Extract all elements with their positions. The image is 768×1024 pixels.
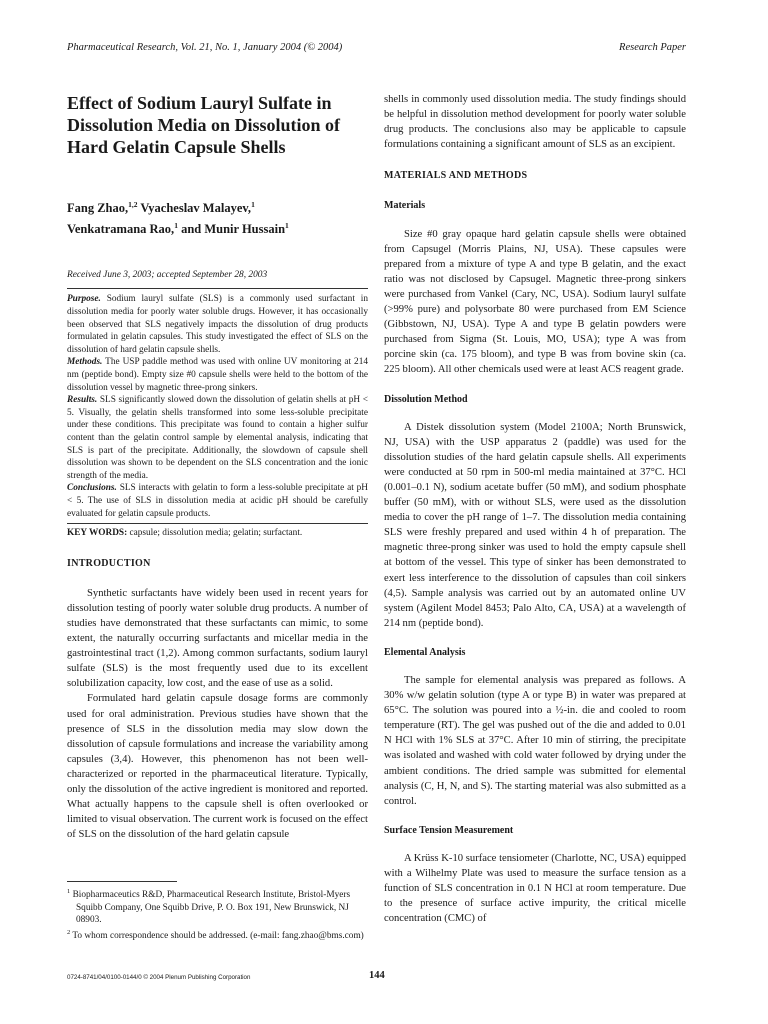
author-affiliation-mark: 1	[285, 221, 289, 231]
abstract-results: Results. SLS significantly slowed down the dissolution of gelatin shells at pH < 5. Visually, the gelatin shells transformed into some less-soluble precipitate under these conditions. This precipitate was found to contain a higher sulfur content than the gelatin control sample by elemental analysis, indicating that SLS is part of the precipitate. Additionally, the slowdown of capsule shell dissolution was shown to be dependent on the SLS concentration and the ionic strength of the media.	[67, 395, 368, 481]
footnote: $^2$ To whom correspondence should be addressed. (e-mail: fang.zhao@bms.com)	[67, 928, 364, 941]
author-affiliation-mark: 1	[251, 200, 255, 209]
author-list	[67, 196, 368, 238]
abstract-label: Methods.	[67, 357, 103, 368]
author-affiliation-mark: 1	[174, 221, 178, 231]
footnotes	[67, 881, 368, 943]
abstract-methods: Methods. The USP paddle method was used with online UV monitoring at 214 nm (peptide bond). Empty size #0 capsule shells were held to the bottom of the dissolution vessel by magnetic three-prong sinkers.	[67, 357, 368, 393]
elemental-analysis-heading: Elemental Analysis	[384, 646, 466, 658]
dissolution-method-heading: Dissolution Method	[384, 393, 468, 405]
page-number: 144	[369, 970, 385, 981]
paragraph: The sample for elemental analysis was prepared as follows. A 30% w/w gelatin solution (type A or type B) in water was prepared at 65°C. The solution was poured into a ½-in. die and cooled to room temperature (RT). The gel was pushed out of the die and added to 0.01 N HCl with 1% SLS at 37°C. After 10 min of stirring, the precipitate was isolated and washed with cold water followed by drying under the ambient conditions. The dried sample was submitted for elemental analysis (C, H, N, and S). The starting material was also submitted as a control.	[384, 675, 686, 807]
abstract-bottom-rule	[67, 523, 368, 524]
abstract	[67, 293, 368, 520]
article-title: Effect of Sodium Lauryl Sulfate in Dissolution Media on Dissolution of Hard Gelatin Capsule Shells	[67, 93, 341, 157]
abstract-label: Conclusions.	[67, 483, 117, 494]
surface-tension-heading: Surface Tension Measurement	[384, 824, 514, 836]
left-column	[67, 92, 368, 842]
footnote-rule	[67, 881, 177, 882]
right-column	[384, 92, 686, 926]
paragraph: A Distek dissolution system (Model 2100A; North Brunswick, NJ, USA) with the USP apparatus 2 (paddle) was used for the dissolution studies of the hard gelatin capsule shells. All experiments were conducted at 50 rpm in 500-ml media maintained at 37°C. HCl (0.001–0.1 N), sodium acetate buffer (50 mM), and sodium phosphate buffer (50 mM), with or without SLS, were used as the dissolution media to cover the pH range of 1–7. The dissolution media containing SLS were freshly prepared and used within 4 h of preparation. The magnetic three-prong sinker was used to hold the empty capsule shell at bottom of the vessel. This type of sinker has been demonstrated to exert less interference to the dissolution of capsules than coil sinkers (4,5). Sample analysis was carried out by an automated online UV system (Agilent Model 8453; Palo Alto, CA, USA) at a wavelength of 214 nm (peptide bond).	[384, 421, 686, 629]
abstract-purpose: Purpose. Sodium lauryl sulfate (SLS) is a commonly used surfactant in dissolution media for poorly water soluble drugs. However, it has occasionally been observed that SLS negatively impacts the dissolution of drug products formulated in gelatin capsules. This study investigated the effect of SLS on the dissolution of hard gelatin capsule shells.	[67, 294, 368, 355]
abstract-label: Purpose.	[67, 294, 101, 305]
footnote-mark: 2	[67, 928, 71, 936]
author-name: and Munir Hussain	[177, 222, 286, 237]
paragraph: Synthetic surfactants have widely been used in recent years for dissolution testing of poorly water soluble drug products. A number of studies have demonstrated that these surfactants can mimic, to some extent, the naturally occurring surfactants and micellar media in the gastrointestinal tract (1,2). Among common surfactants, sodium lauryl sulfate (SLS) is the most frequently used due to its excellent solubilization capacity, low cost, and the ease of use as a solid.	[67, 587, 368, 690]
abstract-label: Results.	[67, 395, 98, 406]
copyright-line: 0724-8741/04/0100-0144/0 © 2004 Plenum Publishing Corporation	[67, 974, 251, 981]
paragraph: Size #0 gray opaque hard gelatin capsule shells were obtained from Capsugel (Morris Plains, NJ, USA). These capsules were prepared from a mixture of type A and type B gelatin, and the exact ratio was not disclosed by Capsugel. Magnetic three-prong sinkers were purchased from Vankel (Cary, NC, USA). Sodium lauryl sulfate (>99% pure) and polysorbate 80 were purchased from EM Science (Gibbstown, NJ, USA). Type A and type B gelatin powders were purchased from Sigma (St. Louis, MO, USA); type A was from porcine skin (ca. 175 bloom), and type B was from bovine skin (ca. 225 bloom). All other chemicals used were at least ACS reagent grade.	[384, 228, 686, 376]
abstract-top-rule	[67, 288, 368, 289]
author-name: Venkatramana Rao,	[67, 222, 175, 237]
footnote: $^1$ Biopharmaceutics R&D, Pharmaceutical Research Institute, Bristol-Myers Squibb Company, One Squibb Drive, P. O. Box 191, New Brunswick, NJ 08903.	[67, 888, 351, 926]
paragraph: A Krüss K-10 surface tensiometer (Charlotte, NC, USA) equipped with a Wilhelmy Plate was used to measure the surface tension as a function of SLS concentration in 0.1 N HCl at room temperature. Due to the presence of surface active impurity, the critical micelle concentration (CMC) of	[384, 852, 686, 925]
journal-citation: Pharmaceutical Research, Vol. 21, No. 1, January 2004 (© 2004)	[67, 42, 343, 53]
paragraph-continued: shells in commonly used dissolution media. The study findings should be helpful in dissolution method development for poorly water soluble drug products. The conclusions also may be applicable to capsule formulations containing a significant amount of SLS as an excipient.	[384, 94, 686, 151]
author-name: Vyacheslav Malayev,	[137, 201, 252, 216]
paragraph: Formulated hard gelatin capsule dosage forms are commonly used for oral administration. Previous studies have shown that the presence of SLS in the dissolution media may slow down the dissolution of capsule formulations and increase the variability among capsules (3,4). However, this phenomenon has not been well-characterized or reported in the pharmaceutical literature. Typically, only the dissolution of the active ingredient is monitored and reported. What actually happens to the capsule shell is often overlooked or limited to visual observation. The current work is focused on the effect of SLS on the dissolution of the hard gelatin capsule	[67, 693, 368, 841]
abstract-conclusions: Conclusions. SLS interacts with gelatin to form a less-soluble precipitate at pH < 5. The use of SLS in dissolution media at acidic pH should be carefully evaluated for gelatin capsule products.	[67, 483, 368, 519]
author-affiliation-mark: 1,2	[128, 200, 138, 209]
received-dates: Received June 3, 2003; accepted September 28, 2003	[67, 270, 268, 281]
footnote-mark: 1	[67, 888, 71, 895]
materials-heading: Materials	[384, 200, 426, 212]
introduction-heading: INTRODUCTION	[67, 557, 151, 569]
keywords: KEY WORDS: capsule; dissolution media; gelatin; surfactant.	[67, 528, 303, 539]
keywords-label: KEY WORDS:	[67, 528, 128, 539]
article-type: Research Paper	[619, 42, 686, 53]
author-name: Fang Zhao,	[67, 201, 129, 216]
methods-heading: MATERIALS AND METHODS	[384, 170, 528, 182]
